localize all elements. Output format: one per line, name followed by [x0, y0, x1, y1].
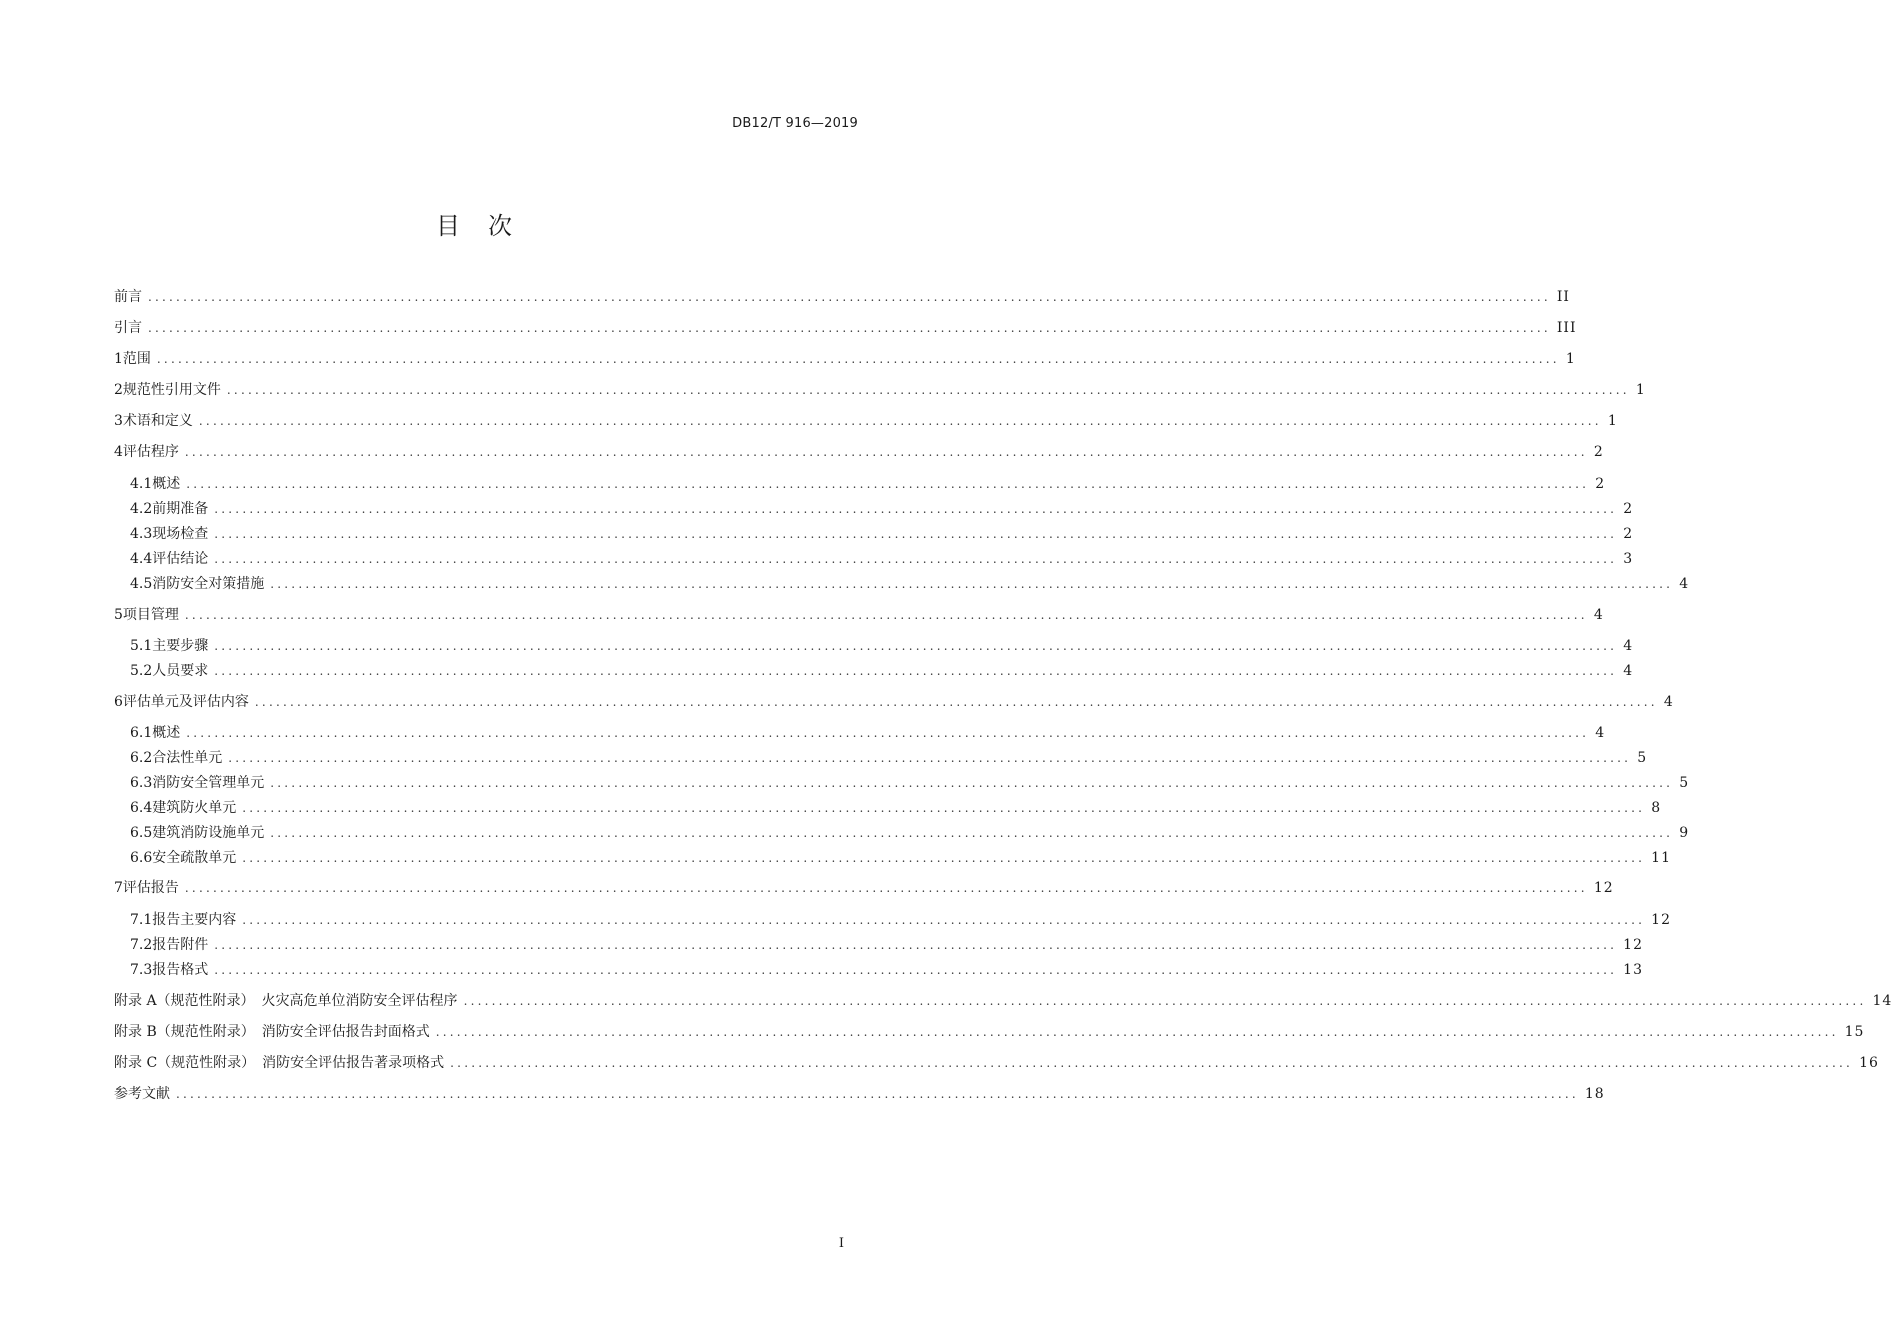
toc-entry-label: 建筑防火单元: [152, 800, 237, 816]
toc-entry-section-4-5[interactable]: [130, 573, 1690, 595]
toc-entry-number: 6.1: [130, 725, 153, 741]
toc-entry-section-6-5[interactable]: [130, 822, 1690, 844]
toc-entry-page: 4: [1593, 607, 1604, 623]
toc-entry-label: 评估单元及评估内容: [122, 694, 249, 710]
toc-entry-page: III: [1556, 320, 1577, 336]
toc-entry-label: 合法性单元: [152, 750, 223, 766]
dot-leader: ........................................................................................................................................................................................................: [228, 751, 1632, 765]
dot-leader: ........................................................................................................................................................................................................: [186, 477, 1590, 491]
toc-entry-number: 6.4: [130, 800, 153, 816]
toc-entry-section-6[interactable]: [114, 691, 1674, 713]
toc-entry-label: 概述: [152, 725, 181, 741]
toc-entry-number: 6.6: [130, 850, 153, 866]
toc-entry-section-3[interactable]: [114, 410, 1618, 432]
toc-entry-section-6-4[interactable]: [130, 797, 1662, 819]
toc-entry-page: 12: [1623, 937, 1643, 953]
toc-entry-section-5[interactable]: [114, 604, 1604, 626]
toc-entry-page: 2: [1595, 476, 1606, 492]
dot-leader: ........................................................................................................................................................................................................: [242, 913, 1646, 927]
toc-entry-number: 7: [114, 880, 123, 896]
toc-entry-label: 概述: [152, 476, 181, 492]
toc-entry-preface[interactable]: [114, 286, 1570, 308]
toc-entry-page: 14: [1872, 993, 1892, 1009]
dot-leader: ........................................................................................................................................................................................................: [184, 445, 1588, 459]
dot-leader: ........................................................................................................................................................................................................: [435, 1025, 1839, 1039]
toc-entry-page: 2: [1593, 444, 1604, 460]
toc-entry-label: 评估结论: [152, 551, 209, 567]
dot-leader: ........................................................................................................................................................................................................: [214, 639, 1618, 653]
toc-entry-appendix-a[interactable]: [114, 990, 1892, 1012]
toc-entry-section-6-2[interactable]: [130, 747, 1648, 769]
dot-leader: ........................................................................................................................................................................................................: [214, 938, 1618, 952]
toc-entry-label: 前言: [114, 289, 142, 305]
toc-entry-page: 4: [1663, 694, 1674, 710]
toc-entry-section-5-1[interactable]: [130, 635, 1634, 657]
toc-entry-label: 项目管理: [122, 607, 179, 623]
toc-entry-section-1[interactable]: [114, 348, 1576, 370]
dot-leader: ........................................................................................................................................................................................................: [148, 321, 1551, 335]
toc-entry-appendix-c[interactable]: [114, 1052, 1879, 1074]
toc-entry-page: 4: [1595, 725, 1606, 741]
dot-leader: ........................................................................................................................................................................................................: [270, 826, 1674, 840]
toc-entry-label: 评估程序: [122, 444, 179, 460]
toc-entry-number: 6.2: [130, 750, 153, 766]
dot-leader: ........................................................................................................................................................................................................: [214, 963, 1618, 977]
toc-entry-page: 5: [1637, 750, 1648, 766]
toc-entry-page: 5: [1679, 775, 1690, 791]
toc-entry-introduction[interactable]: [114, 317, 1577, 339]
toc-entry-label: 参考文献: [114, 1086, 170, 1102]
dot-leader: ........................................................................................................................................................................................................: [214, 527, 1618, 541]
toc-entry-label: 引言: [114, 320, 142, 336]
toc-entry-page: 2: [1623, 526, 1634, 542]
toc-entry-number: 2: [114, 382, 123, 398]
dot-leader: ........................................................................................................................................................................................................: [270, 577, 1674, 591]
toc-entry-number: 6.5: [130, 825, 153, 841]
toc-entry-page: 13: [1623, 962, 1643, 978]
dot-leader: ........................................................................................................................................................................................................: [242, 851, 1646, 865]
toc-entry-number: 4.2: [130, 501, 153, 517]
toc-entry-section-4-2[interactable]: [130, 498, 1634, 520]
toc-entry-section-4-1[interactable]: [130, 473, 1606, 495]
toc-entry-number: 7.2: [130, 937, 153, 953]
toc-entry-label: 评估报告: [122, 880, 179, 896]
toc-entry-appendix-b[interactable]: [114, 1021, 1865, 1043]
dot-leader: ........................................................................................................................................................................................................: [184, 608, 1588, 622]
toc-entry-section-7-3[interactable]: [130, 959, 1643, 981]
toc-entry-number: 3: [114, 413, 123, 429]
toc-entry-number: 4.4: [130, 551, 153, 567]
toc-entry-label: 消防安全管理单元: [152, 775, 265, 791]
page-number: I: [838, 1236, 844, 1251]
dot-leader: ........................................................................................................................................................................................................: [463, 994, 1867, 1008]
toc-entry-label: 消防安全对策措施: [152, 576, 265, 592]
page-title: 目 次: [436, 212, 514, 240]
dot-leader: ........................................................................................................................................................................................................: [214, 664, 1618, 678]
toc-entry-section-7-2[interactable]: [130, 934, 1643, 956]
dot-leader: ........................................................................................................................................................................................................: [198, 414, 1602, 428]
dot-leader: ........................................................................................................................................................................................................: [184, 881, 1588, 895]
dot-leader: ........................................................................................................................................................................................................: [148, 290, 1551, 304]
dot-leader: ........................................................................................................................................................................................................: [186, 726, 1590, 740]
document-code: DB12/T 916—2019: [732, 116, 858, 131]
dot-leader: ........................................................................................................................................................................................................: [254, 695, 1658, 709]
toc-entry-label: 建筑消防设施单元: [152, 825, 265, 841]
toc-entry-section-6-1[interactable]: [130, 722, 1606, 744]
toc-entry-page: 9: [1679, 825, 1690, 841]
toc-entry-page: 4: [1623, 663, 1634, 679]
dot-leader: ........................................................................................................................................................................................................: [242, 801, 1646, 815]
toc-entry-page: 3: [1623, 551, 1634, 567]
toc-entry-page: 1: [1635, 382, 1646, 398]
toc-entry-label: 安全疏散单元: [152, 850, 237, 866]
toc-entry-label: 报告主要内容: [152, 912, 237, 928]
toc-entry-page: 4: [1623, 638, 1634, 654]
toc-entry-page: 1: [1607, 413, 1618, 429]
toc-entry-page: II: [1556, 289, 1570, 305]
toc-entry-number: 7.1: [130, 912, 153, 928]
dot-leader: ........................................................................................................................................................................................................: [450, 1056, 1854, 1070]
toc-entry-label: 主要步骤: [152, 638, 209, 654]
toc-entry-label: 规范性引用文件: [122, 382, 221, 398]
toc-entry-label: 前期准备: [152, 501, 209, 517]
toc-entry-label: 报告附件: [152, 937, 209, 953]
toc-entry-section-4-4[interactable]: [130, 548, 1634, 570]
toc-entry-section-2[interactable]: [114, 379, 1646, 401]
toc-entry-number: 6.3: [130, 775, 153, 791]
toc-entry-section-4[interactable]: [114, 441, 1604, 463]
toc-entry-section-6-3[interactable]: [130, 772, 1690, 794]
toc-entry-label: 附录 A（规范性附录） 火灾高危单位消防安全评估程序: [114, 993, 458, 1009]
dot-leader: ........................................................................................................................................................................................................: [270, 776, 1674, 790]
toc-entry-page: 8: [1651, 800, 1662, 816]
toc-entry-number: 4: [114, 444, 123, 460]
toc-entry-section-5-2[interactable]: [130, 660, 1634, 682]
toc-entry-label: 范围: [122, 351, 151, 367]
toc-entry-number: 7.3: [130, 962, 153, 978]
toc-entry-references[interactable]: [114, 1083, 1605, 1105]
toc-entry-number: 1: [114, 351, 123, 367]
toc-entry-label: 附录 B（规范性附录） 消防安全评估报告封面格式: [114, 1024, 430, 1040]
dot-leader: ........................................................................................................................................................................................................: [214, 502, 1618, 516]
toc-entry-page: 12: [1651, 912, 1671, 928]
toc-entry-label: 报告格式: [152, 962, 209, 978]
toc-entry-number: 4.3: [130, 526, 153, 542]
toc-entry-label: 附录 C（规范性附录） 消防安全评估报告著录项格式: [114, 1055, 445, 1071]
toc-entry-page: 15: [1844, 1024, 1865, 1040]
toc-entry-page: 1: [1565, 351, 1576, 367]
toc-entry-section-7-1[interactable]: [130, 909, 1671, 931]
dot-leader: ........................................................................................................................................................................................................: [226, 383, 1630, 397]
toc-entry-number: 6: [114, 694, 123, 710]
toc-entry-section-7[interactable]: [114, 877, 1614, 899]
toc-entry-number: 4.1: [130, 476, 153, 492]
toc-entry-section-6-6[interactable]: [130, 847, 1671, 869]
toc-entry-page: 12: [1593, 880, 1614, 896]
toc-entry-page: 11: [1651, 850, 1671, 866]
dot-leader: ........................................................................................................................................................................................................: [214, 552, 1618, 566]
toc-entry-label: 术语和定义: [122, 413, 193, 429]
toc-entry-number: 5: [114, 607, 123, 623]
toc-entry-section-4-3[interactable]: [130, 523, 1634, 545]
toc-entry-number: 5.2: [130, 663, 153, 679]
toc-entry-page: 4: [1679, 576, 1690, 592]
toc-entry-label: 现场检查: [152, 526, 209, 542]
dot-leader: ........................................................................................................................................................................................................: [176, 1087, 1579, 1101]
dot-leader: ........................................................................................................................................................................................................: [156, 352, 1560, 366]
toc-entry-page: 18: [1584, 1086, 1605, 1102]
toc-entry-number: 4.5: [130, 576, 153, 592]
toc-entry-page: 2: [1623, 501, 1634, 517]
toc-entry-label: 人员要求: [152, 663, 209, 679]
toc-entry-page: 16: [1859, 1055, 1879, 1071]
toc-entry-number: 5.1: [130, 638, 153, 654]
